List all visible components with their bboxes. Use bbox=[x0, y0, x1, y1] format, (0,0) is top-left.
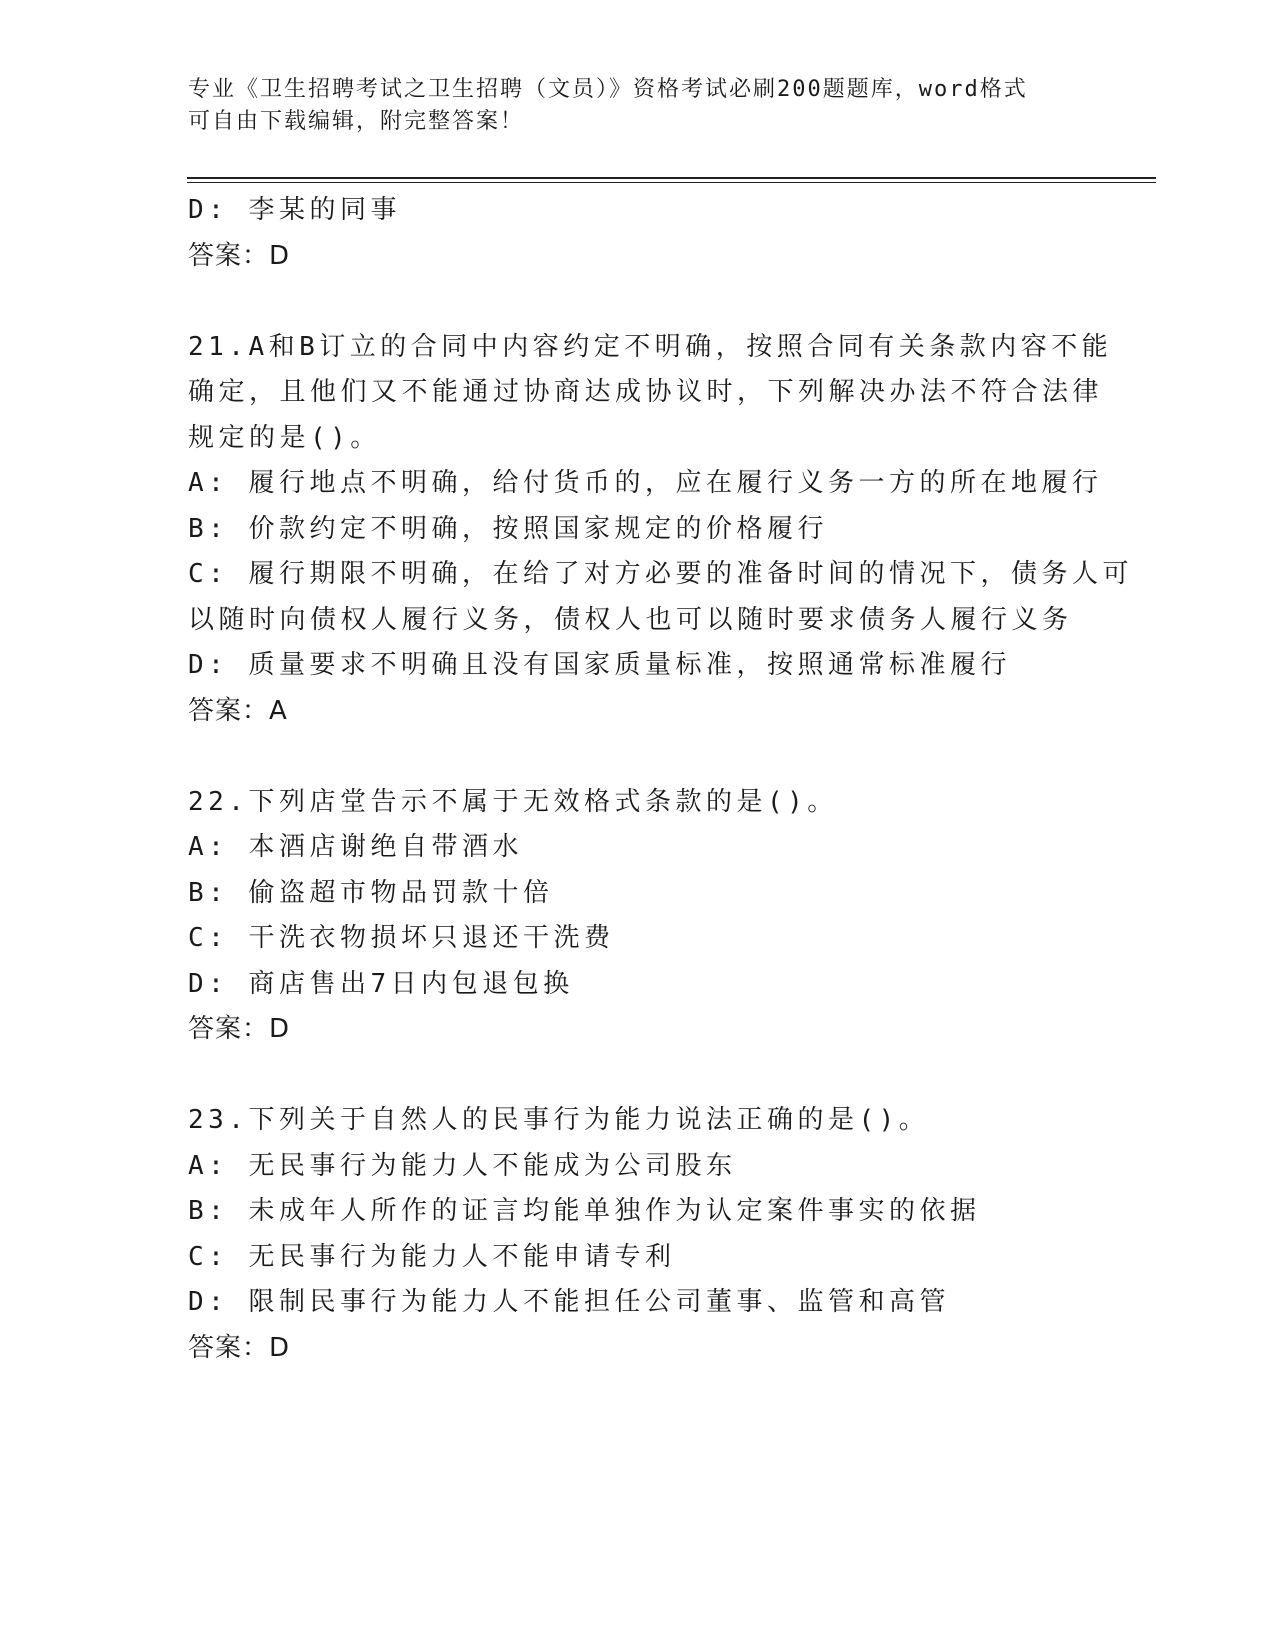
option-c: C: 干洗衣物损坏只退还干洗费 bbox=[188, 923, 615, 953]
option-d: D: 限制民事行为能力人不能担任公司董事、监管和高管 bbox=[188, 1287, 950, 1317]
question-stem: 23.下列关于自然人的民事行为能力说法正确的是()。 bbox=[188, 1105, 930, 1135]
option-d: D: 商店售出7日内包退包换 bbox=[188, 968, 574, 999]
header-line-1: 专业《卫生招聘考试之卫生招聘（文员）》资格考试必刷200题题库，word格式 bbox=[188, 77, 1028, 102]
question-23 bbox=[188, 1098, 1108, 1371]
question-stem: 确定，且他们又不能通过协商达成协议时，下列解决办法不符合法律 bbox=[188, 377, 1104, 407]
option-a: A: 无民事行为能力人不能成为公司股东 bbox=[188, 1150, 737, 1181]
option-c: C: 履行期限不明确，在给了对方必要的准备时间的情况下，债务人可 bbox=[188, 559, 1133, 589]
spacer bbox=[188, 279, 1108, 325]
option-d: D: 李某的同事 bbox=[188, 195, 401, 225]
header-divider-thin bbox=[187, 182, 1156, 183]
option-a: A: 本酒店谢绝自带酒水 bbox=[188, 832, 523, 862]
question-stem: 22.下列店堂告示不属于无效格式条款的是()。 bbox=[188, 786, 838, 817]
header-line-2: 可自由下载编辑，附完整答案！ bbox=[188, 109, 525, 134]
option-c-continued: 以随时向债权人履行义务，债权人也可以随时要求债务人履行义务 bbox=[188, 604, 1073, 635]
option-b: B: 偷盗超市物品罚款十倍 bbox=[188, 877, 554, 908]
question-stem: 规定的是()。 bbox=[188, 422, 381, 453]
document-header bbox=[188, 74, 1088, 138]
answer-line: 答案：A bbox=[188, 695, 288, 726]
header-divider-thick bbox=[187, 177, 1156, 179]
question-list bbox=[188, 188, 1133, 1371]
question-21 bbox=[188, 325, 1133, 735]
question-22 bbox=[188, 780, 1108, 1053]
previous-question-tail bbox=[188, 188, 1108, 279]
spacer bbox=[188, 734, 1108, 780]
spacer bbox=[188, 1053, 1108, 1099]
answer-line: 答案：D bbox=[188, 1332, 291, 1363]
option-d: D: 质量要求不明确且没有国家质量标准，按照通常标准履行 bbox=[188, 650, 1011, 680]
option-a: A: 履行地点不明确，给付货币的，应在履行义务一方的所在地履行 bbox=[188, 468, 1103, 498]
answer-line: 答案：D bbox=[188, 1014, 291, 1044]
question-stem: 21.A和B订立的合同中内容约定不明确，按照合同有关条款内容不能 bbox=[188, 331, 1113, 362]
answer-line: 答案：D bbox=[188, 240, 291, 271]
option-b: B: 未成年人所作的证言均能单独作为认定案件事实的依据 bbox=[188, 1196, 981, 1226]
option-b: B: 价款约定不明确，按照国家规定的价格履行 bbox=[188, 513, 828, 544]
option-c: C: 无民事行为能力人不能申请专利 bbox=[188, 1241, 676, 1272]
